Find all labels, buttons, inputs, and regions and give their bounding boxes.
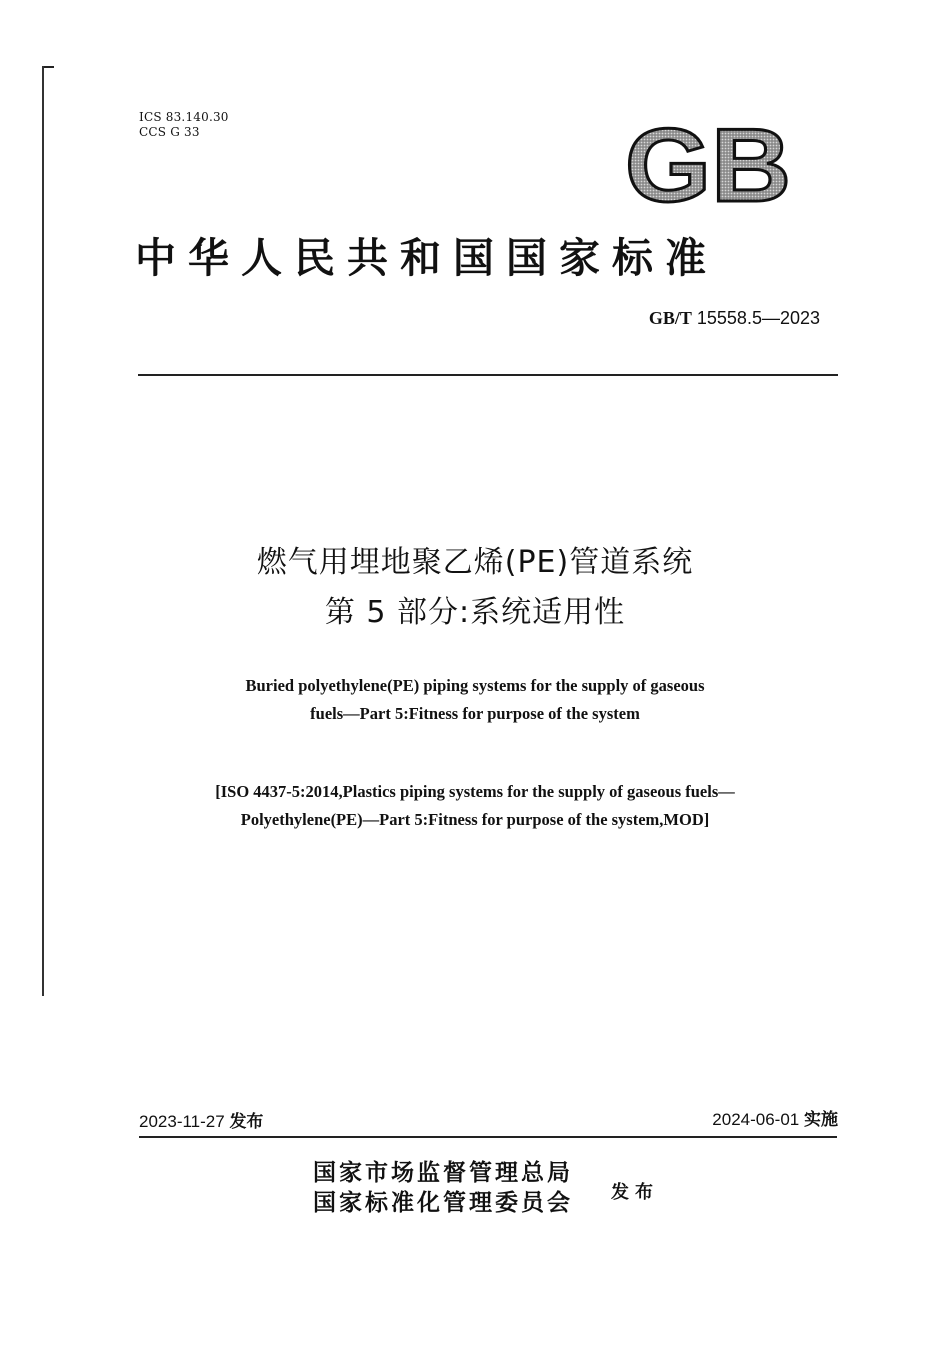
- issue-date-value: 2023-11-27: [139, 1112, 225, 1131]
- footer-divider: [139, 1136, 837, 1138]
- publish-label: 发布: [611, 1182, 659, 1203]
- svg-text:GB: GB: [625, 117, 791, 209]
- implementation-date: [712, 1108, 838, 1132]
- issue-date: [139, 1110, 263, 1134]
- header-divider: [138, 374, 838, 376]
- english-title-line1: Buried polyethylene(PE) piping systems for the supply of gaseous: [245, 676, 705, 695]
- classification-codes: [139, 110, 229, 140]
- iso-reference: [0, 778, 950, 834]
- gb-logo: [622, 117, 794, 209]
- issue-date-label: 发布: [229, 1112, 264, 1132]
- authority-sac: 国家标准化管理委员会: [313, 1189, 573, 1216]
- authority-samr: 国家市场监督管理总局: [313, 1159, 573, 1186]
- implementation-date-label: 实施: [804, 1110, 838, 1130]
- iso-reference-line2: Polyethylene(PE)—Part 5:Fitness for purpose of the system,MOD]: [240, 810, 710, 829]
- standard-number: [649, 306, 820, 330]
- implementation-date-value: 2024-06-01: [712, 1110, 800, 1129]
- chinese-title-line2: 第 5 部分:系统适用性: [324, 595, 626, 630]
- issuing-authorities: [313, 1158, 573, 1218]
- standard-number-prefix: GB/T: [648, 308, 692, 328]
- english-title-line2: fuels—Part 5:Fitness for purpose of the system: [310, 704, 640, 723]
- chinese-title-line1: 燃气用埋地聚乙烯(PE)管道系统: [256, 545, 694, 580]
- national-standard-title: 中华人民共和国国家标准: [135, 234, 718, 282]
- chinese-title: [0, 538, 950, 638]
- iso-reference-line1: [ISO 4437-5:2014,Plastics piping systems for the supply of gaseous fuels—: [215, 782, 735, 801]
- ccs-code: CCS G 33: [139, 125, 200, 139]
- standard-number-value: 15558.5—2023: [696, 308, 820, 328]
- page-margin-line: [42, 66, 44, 996]
- ics-code: ICS 83.140.30: [139, 110, 229, 124]
- english-title: [0, 672, 950, 728]
